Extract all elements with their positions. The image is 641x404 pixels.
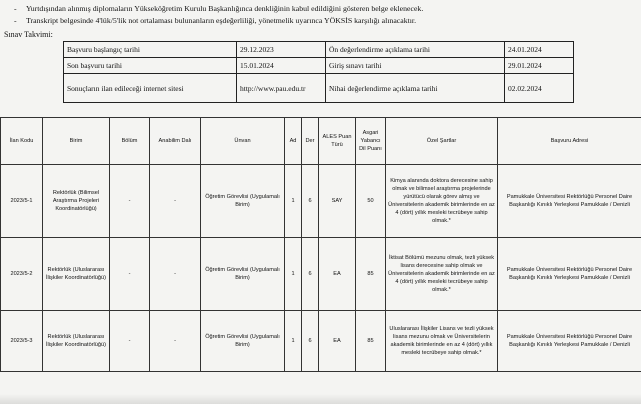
cell-unvan: Öğretim Görevlisi (Uygulamalı Birim) [201, 238, 285, 311]
cell-ozel-sartlar: Uluslararası İlişkiler Lisans ve tezli yüksek lisans mezunu olmak ve Üniversitelerin akademik birimlerinde en az 4 (dört) yıllık mesleki tecrübeye sahip olmak.* [386, 311, 498, 372]
header-anabilim-dali: Anabilim Dalı [150, 118, 201, 165]
cell-ozel-sartlar: Kimya alanında doktora derecesine sahip olmak ve bilimsel araştırma projelerinde yürütücü olarak görev almış ve Üniversitelerin akademik birimlerinde en az 4 (dört) yıllık mesleki tecrübeye sahip olmak.* [386, 165, 498, 238]
cell-bolum: - [110, 238, 150, 311]
header-ales: ALES Puan Türü [319, 118, 356, 165]
calendar-value: 29.01.2024 [505, 58, 574, 74]
calendar-title: Sınav Takvimi: [4, 30, 53, 39]
cell-ales: SAY [319, 165, 356, 238]
header-unvan: Ünvan [201, 118, 285, 165]
calendar-label: Son başvuru tarihi [64, 58, 237, 74]
cell-ales: EA [319, 238, 356, 311]
cell-ilan-kodu: 2023/5-1 [1, 165, 43, 238]
cell-birim: Rektörlük (Uluslararası İlişkiler Koordinatörlüğü) [43, 311, 110, 372]
cell-basvuru-adresi: Pamukkale Üniversitesi Rektörlüğü Personel Daire Başkanlığı Kınıklı Yerleşkesi Pamukkale / Denizli [498, 165, 641, 238]
table-row [1, 238, 641, 311]
calendar-row [64, 74, 574, 103]
calendar-value: 29.12.2023 [237, 42, 326, 58]
header-bolum: Bölüm [110, 118, 150, 165]
calendar-label: Ön değerlendirme açıklama tarihi [326, 42, 505, 58]
cell-unvan: Öğretim Görevlisi (Uygulamalı Birim) [201, 165, 285, 238]
cell-der: 6 [302, 311, 319, 372]
header-ozel-sartlar: Özel Şartlar [386, 118, 498, 165]
cell-basvuru-adresi: Pamukkale Üniversitesi Rektörlüğü Personel Daire Başkanlığı Kınıklı Yerleşkesi Pamukkale / Denizli [498, 238, 641, 311]
cell-yabanci-dil: 85 [356, 311, 386, 372]
header-ilan-kodu: İlan Kodu [1, 118, 43, 165]
cell-birim: Rektörlük (Uluslararası İlişkiler Koordinatörlüğü) [43, 238, 110, 311]
cell-ozel-sartlar: İktisat Bölümü mezunu olmak, tezli yüksek lisans derecesine sahip olmak ve Üniversitelerin akademik birimlerinde en az 4 (dört) yıllık mesleki tecrübeye sahip olmak.* [386, 238, 498, 311]
calendar-label: Nihai değerlendirme açıklama tarihi [326, 74, 505, 103]
cell-ilan-kodu: 2023/5-2 [1, 238, 43, 311]
calendar-value: 15.01.2024 [237, 58, 326, 74]
calendar-row [64, 42, 574, 58]
header-birim: Birim [43, 118, 110, 165]
calendar-label: Sonuçların ilan edileceği internet sitesi [64, 74, 237, 103]
header-ad: Ad [285, 118, 302, 165]
table-row [1, 311, 641, 372]
positions-table [0, 117, 641, 372]
bullet-transcript [14, 16, 416, 26]
exam-calendar-table [63, 41, 574, 103]
cell-basvuru-adresi: Pamukkale Üniversitesi Rektörlüğü Personel Daire Başkanlığı Kınıklı Yerleşkesi Pamukkale / Denizli [498, 311, 641, 372]
cell-anabilim-dali: - [150, 238, 201, 311]
cell-unvan: Öğretim Görevlisi (Uygulamalı Birim) [201, 311, 285, 372]
bullet-dash: - [14, 16, 17, 25]
header-yabanci-dil: Asgari Yabancı Dil Puanı [356, 118, 386, 165]
table-header-row [1, 118, 641, 165]
cell-ad: 1 [285, 311, 302, 372]
page-bottom-edge [0, 394, 641, 404]
cell-ales: EA [319, 311, 356, 372]
header-basvuru-adresi: Başvuru Adresi [498, 118, 641, 165]
results-website-link[interactable]: http://www.pau.edu.tr [237, 74, 326, 103]
calendar-label: Başvuru başlangıç tarihi [64, 42, 237, 58]
bullet-dash: - [14, 4, 17, 13]
cell-ilan-kodu: 2023/5-3 [1, 311, 43, 372]
bullet-diploma [14, 4, 423, 14]
cell-anabilim-dali: - [150, 311, 201, 372]
cell-ad: 1 [285, 238, 302, 311]
cell-der: 6 [302, 238, 319, 311]
bullet-text: Yurtdışından alınmış diplomaların Yükseköğretim Kurulu Başkanlığınca denkliğinin kabul edildiğini gösteren belge eklenecek. [26, 4, 424, 13]
cell-bolum: - [110, 165, 150, 238]
bullet-text: Transkript belgesinde 4'lük/5'lik not ortalaması bulunanların eşdeğerliliği, yönetmelik uyarınca YÖKSİS karşılığı alınacaktır. [26, 16, 417, 25]
calendar-value: 24.01.2024 [505, 42, 574, 58]
calendar-row [64, 58, 574, 74]
cell-anabilim-dali: - [150, 165, 201, 238]
cell-ad: 1 [285, 165, 302, 238]
cell-yabanci-dil: 85 [356, 238, 386, 311]
calendar-label: Giriş sınavı tarihi [326, 58, 505, 74]
table-row [1, 165, 641, 238]
cell-bolum: - [110, 311, 150, 372]
cell-der: 6 [302, 165, 319, 238]
header-der: Der [302, 118, 319, 165]
cell-yabanci-dil: 50 [356, 165, 386, 238]
calendar-value: 02.02.2024 [505, 74, 574, 103]
cell-birim: Rektörlük (Bilimsel Araştırma Projeleri Koordinatörlüğü) [43, 165, 110, 238]
